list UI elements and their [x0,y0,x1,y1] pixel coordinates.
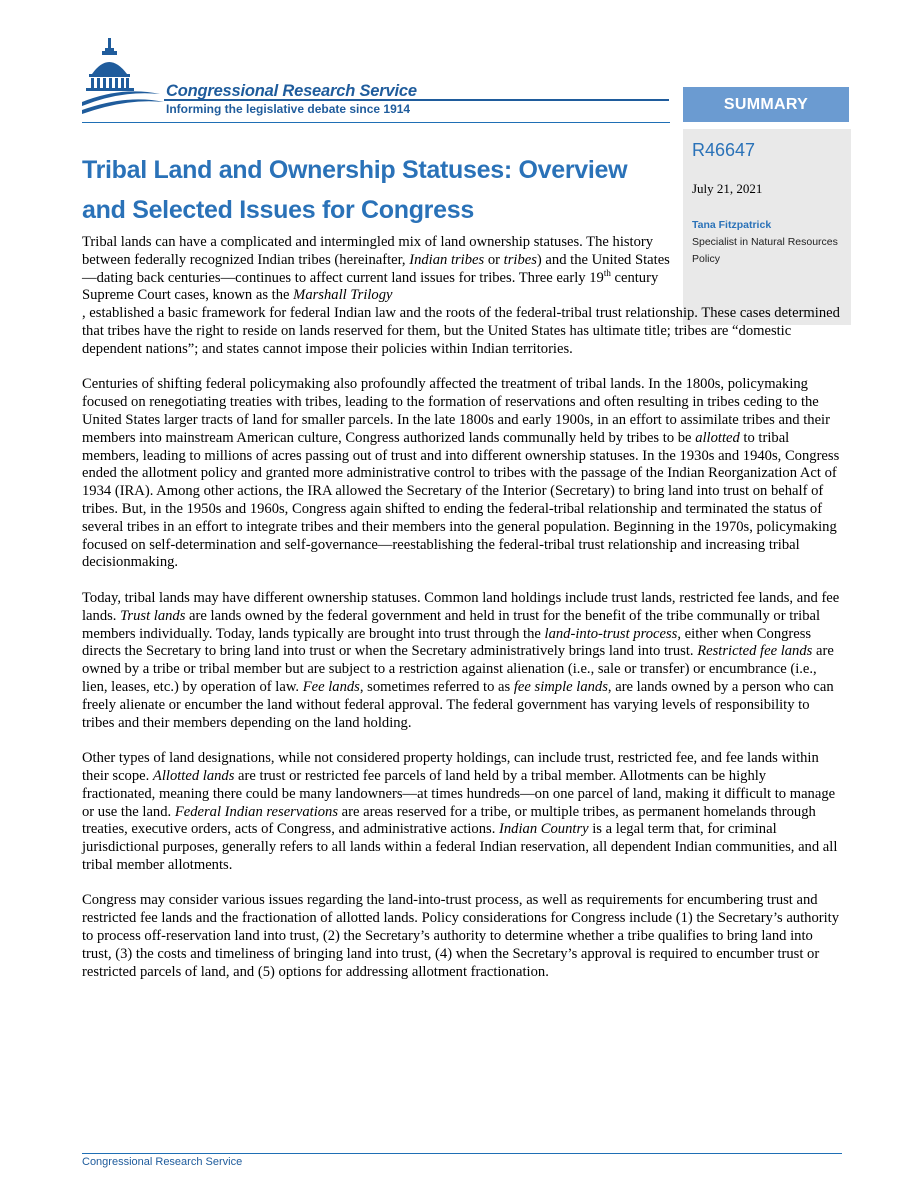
paragraph-4 [82,750,842,875]
org-tagline: Informing the legislative debate since 1914 [166,102,411,116]
text-run: Centuries of shifting federal policymaking also profoundly affected the treatment of tribal lands. In the 1800s, policymaking focused on renegotiating treaties with tribes, leading to the formation of reservations and often resulting in tribes ceding to the United States larger tracts of land for smaller parcels. In the late 1800s and early 1900s, in an effort to assimilate tribes and their members into mainstream American culture, Congress authorized lands communally held by tribes to be [82,376,830,446]
text-run: or [484,251,504,268]
text-run: ) and the United States—dating back centuries—continues to affect current land issues for tribes. Three early 19 [82,251,670,286]
report-date: July 21, 2021 [692,181,763,196]
page-title: Tribal Land and Ownership Statuses: Overview and Selected Issues for Congress [82,156,628,224]
text-run: Other types of land designations, while not considered property holdings, can include trust, restricted fee, and fee lands within their scope. [82,750,819,784]
text-run: Today, tribal lands may have different ownership statuses. Common land holdings include trust lands, restricted fee lands, and fee lands. [82,589,840,624]
text-run: , sometimes referred to as [359,678,514,695]
italic-term: Trust lands [120,607,186,624]
italic-term: Marshall Trilogy [293,287,393,304]
text-run: are owned by a tribe or tribal member but are subject to a restriction against alienation (i.e., sale or transfer) or encumbrance (i.e., lien, leases, etc.) by operation of law. [82,643,834,695]
text-run: is a legal term that, for criminal jurisdictional purposes, generally refers to all lands within a federal Indian reservation, all dependent Indian communities, and all tribal member allotments. [82,821,838,873]
paragraph-2 [82,376,842,572]
italic-term: tribes [503,251,537,268]
text-run: , are lands owned by a person who can freely alienate or encumber the land without federal approval. The federal government has varying levels of responsibility to tribes and their members depending on the land holding. [82,678,834,731]
text-run: , either when Congress directs the Secretary to bring land into trust or when the Secretary administratively brings land into trust. [82,625,812,660]
text-run: are trust or restricted fee parcels of land held by a tribal member. Allotments can be highly fractionated, meaning there could be many landowners—at times hundreds—on one parcel of land, making it difficult to manage or use the land. [82,767,836,820]
italic-term: Restricted fee lands [697,643,813,660]
italic-term: land-into-trust process [544,625,678,642]
italic-term: Indian Country [499,821,589,838]
italic-term: Fee lands [302,678,360,695]
report-id: R46647 [692,140,756,160]
paragraph-5: Congress may consider various issues regarding the land-into-trust process, as well as requirements for encumbering trust and restricted fee lands and the fractionation of allotted lands. Policy considerations for Congress include (1) the Secretary’s authority to process off-reservation land into trust, (2) the Secretary’s authority to determine whether a tribe qualifies to bring land into trust, (3) the costs and timeliness of bringing land into trust, (4) when the Secretary’s approval is required to encumber trust or restricted parcels of land, and (5) options for addressing allotment fractionation. [82,892,840,980]
text-run: to tribal members, leading to millions of acres passing out of trust and into different ownership statuses. In the 1930s and 1940s, Congress ended the allotment policy and granted more administrative control to tribes with the passage of the Indian Reorganization Act of 1934 (IRA). Among other actions, the IRA allowed the Secretary of the Interior (Secretary) to bring land into trust on behalf of tribes. But, in the 1950s and 1960s, Congress again shifted to ending the federal-tribal relationship and terminated the status of several tribes in an effort to integrate tribes and their members into the general population. Beginning in the 1970s, policymaking focused on self-determination and self-governance—reestablishing the federal-tribal trust relationship and increasing tribal decisionmaking. [82,429,840,571]
superscript: th [603,267,611,278]
italic-term: Federal Indian reservations [174,803,339,820]
summary-label: SUMMARY [683,87,849,122]
text-run: Tribal lands can have a complicated and intermingled mix of land ownership statuses. The history between federally recognized Indian tribes (hereinafter, [82,234,654,268]
org-name: Congressional Research Service [166,82,417,100]
italic-term: Allotted lands [152,767,235,784]
summary-body [82,234,842,999]
paragraph-3 [82,590,842,732]
italic-term: fee simple lands [513,678,608,695]
paragraph-1 [82,234,842,359]
italic-term: Indian tribes [409,251,485,268]
footer-org-name: Congressional Research Service [82,1156,243,1168]
author-title: Specialist in Natural Resources Policy [692,236,838,265]
text-run: are lands owned by the federal government and held in trust for the benefit of the tribe communally or tribal members individually. Today, lands typically are brought into trust through the [82,607,821,642]
text-run: , established a basic framework for federal Indian law and the roots of the federal-tribal trust relationship. These cases determined that tribes have the right to reside on lands reserved for them, but the United States has ultimate title; tribes are “domestic dependent nations”; and states cannot impose their policies within Indian territories. [82,305,840,357]
footer-rule [82,1153,842,1154]
text-run: century Supreme Court cases, known as the [82,269,659,304]
paragraph-1-intro [82,234,672,305]
header-rule [82,122,670,123]
italic-term: allotted [695,429,740,446]
author-name: Tana Fitzpatrick [692,219,772,231]
text-run: are areas reserved for a tribe, or multiple tribes, as permanent homelands through treaties, executive orders, acts of Congress, and administrative actions. [82,803,816,838]
